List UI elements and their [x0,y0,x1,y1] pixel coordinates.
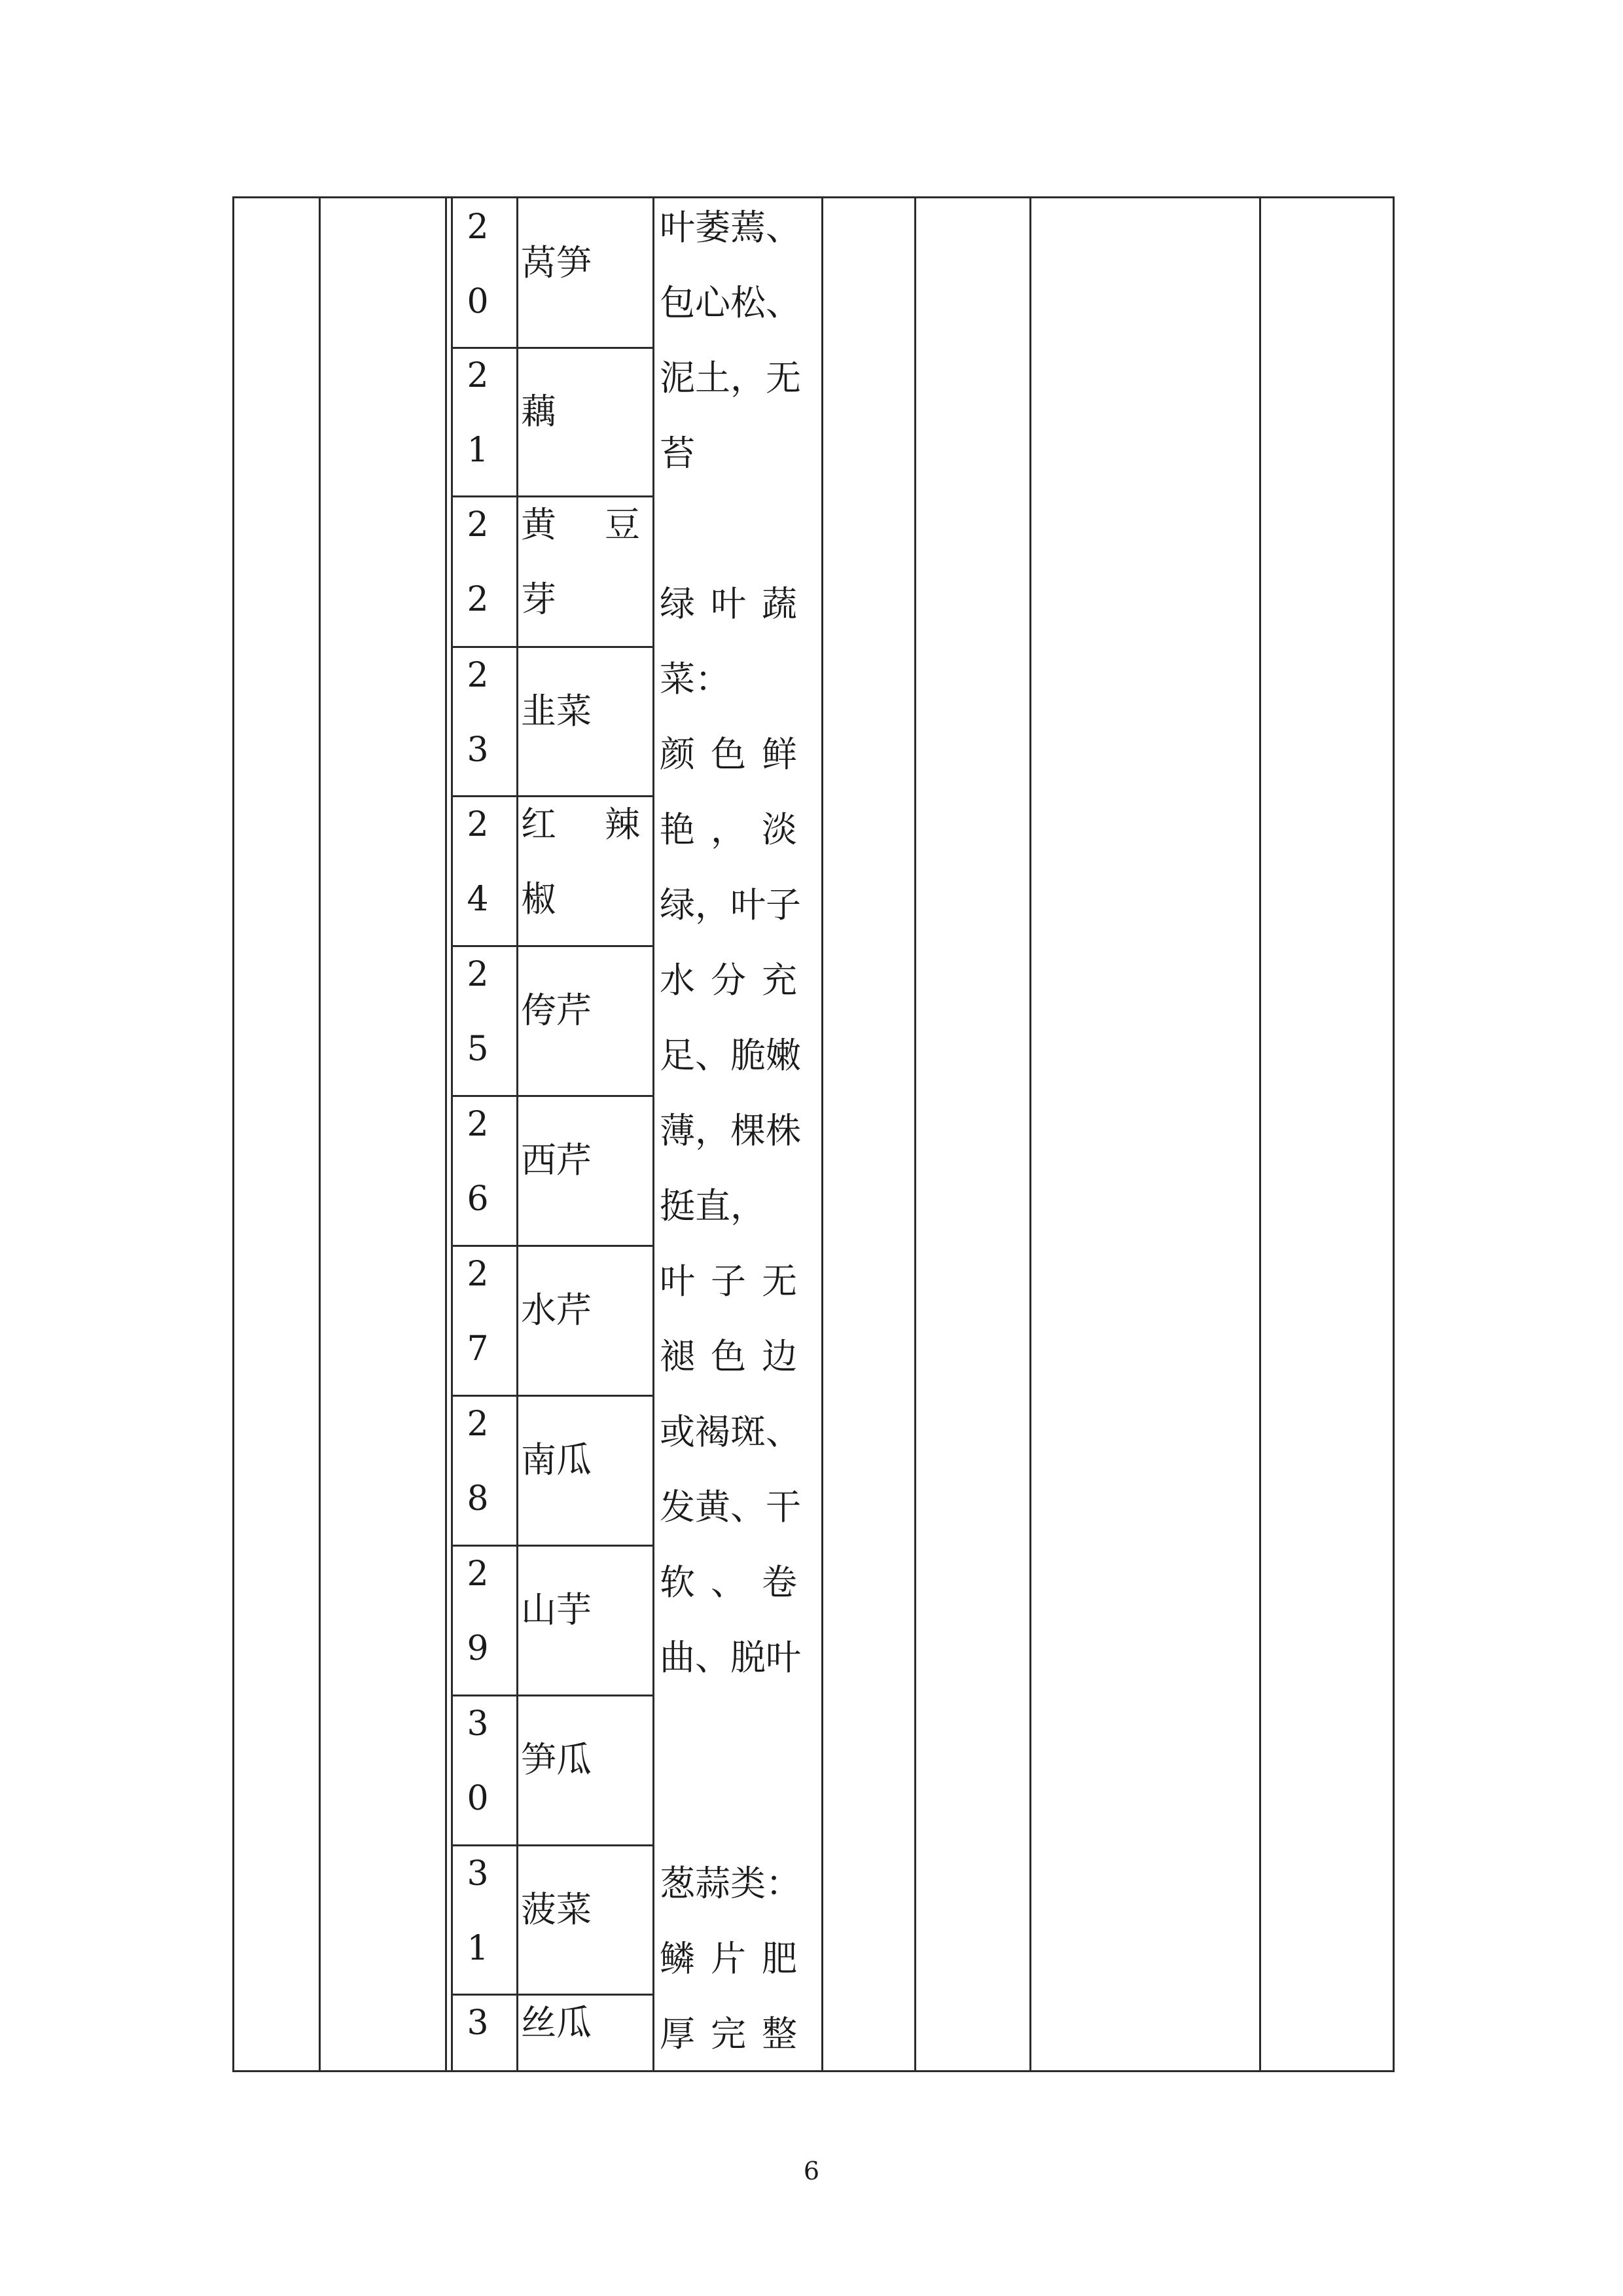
description-line: 泥土，无 [660,357,801,399]
col-line [516,196,518,2072]
item-name: 山芋 [521,1589,592,1630]
item-name: 藕 [521,391,556,432]
description-line [660,1695,827,1770]
row-number-digit: 2 [467,505,489,545]
description-line: 绿 叶 蔬 [660,583,797,624]
row-number-digit: 2 [467,1405,489,1444]
description-line [660,1770,827,1846]
item-name-char: 黄 [521,504,556,545]
row-number-digit: 3 [467,1704,489,1744]
row-number-digit: 3 [467,730,489,770]
description-line: 发黄、干 [660,1486,801,1528]
item-name-char: 豆 [605,504,640,545]
description-line [660,491,827,566]
row-number-digit: 6 [467,1179,489,1219]
item-name: 侉芹 [521,990,592,1031]
item-name: 韭菜 [521,691,592,732]
row-number-digit: 2 [467,356,489,395]
row-number-digit: 1 [467,1929,489,1968]
col-line [451,196,453,2072]
description-line: 叶萎蔫、 [660,207,801,248]
row-number-digit: 3 [467,1854,489,1893]
item-name: 莴笋 [521,242,592,283]
description-line: 苔 [660,433,695,474]
row-number-digit: 2 [467,207,489,247]
row-number-digit: 4 [467,880,489,919]
description-line: 挺直， [660,1185,766,1227]
description-line: 艳 ， 淡 [660,809,797,850]
description-line: 绿，叶子 [660,884,801,925]
row-number-digit: 2 [467,656,489,695]
item-name: 丝瓜 [521,2002,592,2043]
description-line: 薄，棵株 [660,1110,801,1151]
row-number-digit: 0 [467,1779,489,1818]
col-line [1029,196,1031,2072]
row-number-digit: 9 [467,1629,489,1668]
col-line [1393,196,1395,2072]
page-number: 6 [803,2157,820,2185]
row-number-digit: 1 [467,431,489,470]
row-number-digit: 0 [467,282,489,321]
col-line [1259,196,1261,2072]
row-number-digit: 2 [467,1105,489,1144]
row-number-digit: 2 [467,1554,489,1594]
description-line: 或褐斑、 [660,1411,801,1452]
item-name-char: 辣 [605,804,640,845]
item-name: 菠菜 [521,1889,592,1930]
row-number-digit: 3 [467,2003,489,2043]
item-name: 西芹 [521,1139,592,1181]
description-line: 软 、 卷 [660,1562,797,1603]
row-number-digit: 2 [467,580,489,619]
quality-description [660,190,827,2072]
row-number-digit: 2 [467,1255,489,1294]
description-line: 足、脆嫩 [660,1035,801,1076]
description-line: 葱蒜类： [660,1863,801,1904]
item-name [521,488,652,637]
description-line: 包心松、 [660,282,801,323]
col-line [914,196,916,2072]
item-name-char: 椒 [521,878,556,920]
col-line [319,196,321,2072]
row-number-digit: 7 [467,1329,489,1369]
description-line: 曲、脱叶 [660,1637,801,1678]
item-name: 笋瓜 [521,1739,592,1780]
description-line: 厚 完 整 [660,2013,797,2054]
row-number-digit: 5 [467,1030,489,1069]
description-line: 鳞 片 肥 [660,1938,797,1979]
description-line: 颜 色 鲜 [660,734,797,775]
description-line: 叶 子 无 [660,1261,797,1302]
row-number-digit: 2 [467,805,489,844]
item-name-char: 红 [521,804,556,845]
item-name: 水芹 [521,1289,592,1331]
description-line: 水 分 充 [660,960,797,1001]
col-line [445,196,447,2072]
col-line [652,196,654,2072]
item-name [521,787,652,937]
item-name-char: 芽 [521,579,556,620]
description-line: 褪 色 边 [660,1336,797,1377]
row-number-digit: 2 [467,955,489,994]
item-name: 南瓜 [521,1439,592,1480]
description-line: 菜： [660,658,730,700]
row-number-digit: 8 [467,1479,489,1518]
col-line [232,196,234,2072]
